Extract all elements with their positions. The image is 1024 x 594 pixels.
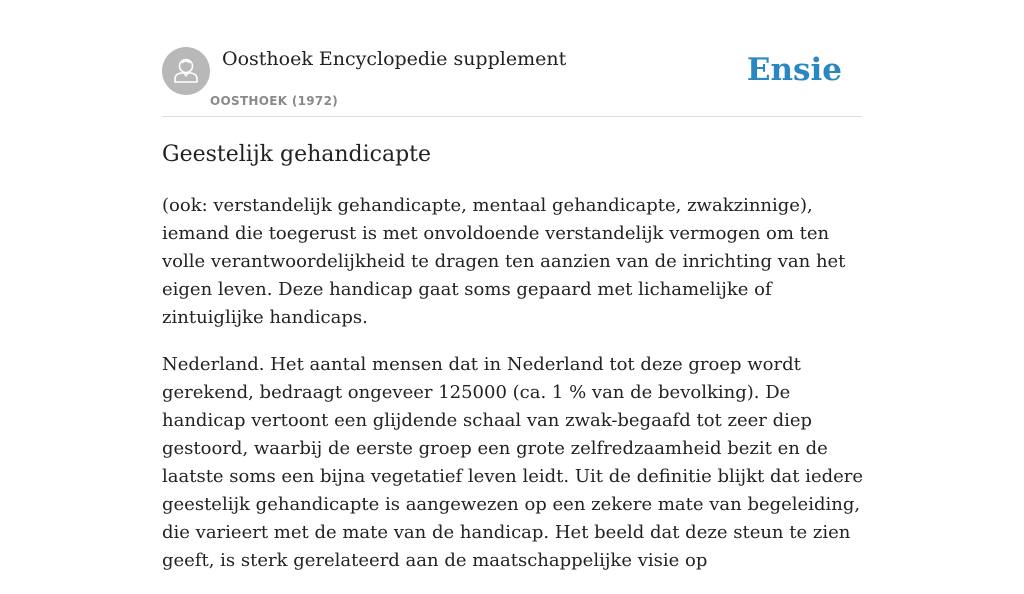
article-body: [162, 192, 872, 594]
article-paragraph: Nederland. Het aantal mensen dat in Nederland tot deze groep wordt gerekend, bedraagt ongeveer 125000 (ca. 1 % van de bevolking). De handicap vertoont een glijdende schaal van zwak-begaafd tot zeer diep gestoord, waarbij de eerste groep een grote zelfredzaamheid bezit en de laatste soms een bijna vegetatief leven leidt. Uit de definitie blijkt dat iedere geestelijk gehandicapte is aangewezen op een zekere mate van begeleiding, die varieert met de mate van de handicap. Het beeld dat deze steun te zien geeft, is sterk gerelateerd aan de maatschappelijke visie op: [162, 354, 864, 571]
source-title[interactable]: Oosthoek Encyclopedie supplement: [222, 48, 567, 70]
ensie-logo[interactable]: Ensie: [746, 52, 842, 88]
user-silhouette-icon: [162, 47, 210, 95]
source-header: [162, 47, 862, 117]
article-title: Geestelijk gehandicapte: [162, 142, 432, 167]
source-publisher-year: OOSTHOEK (1972): [210, 94, 339, 108]
article-paragraph: (ook: verstandelijk gehandicapte, mentaal gehandicapte, zwakzinnige), iemand die toegerust is met onvoldoende verstandelijk vermogen om ten volle verantwoordelijkheid te dragen ten aanzien van de inrichting van het eigen leven. Deze handicap gaat soms gepaard met lichamelijke of zintuiglijke handicaps.: [162, 195, 846, 328]
source-avatar[interactable]: [162, 47, 210, 95]
